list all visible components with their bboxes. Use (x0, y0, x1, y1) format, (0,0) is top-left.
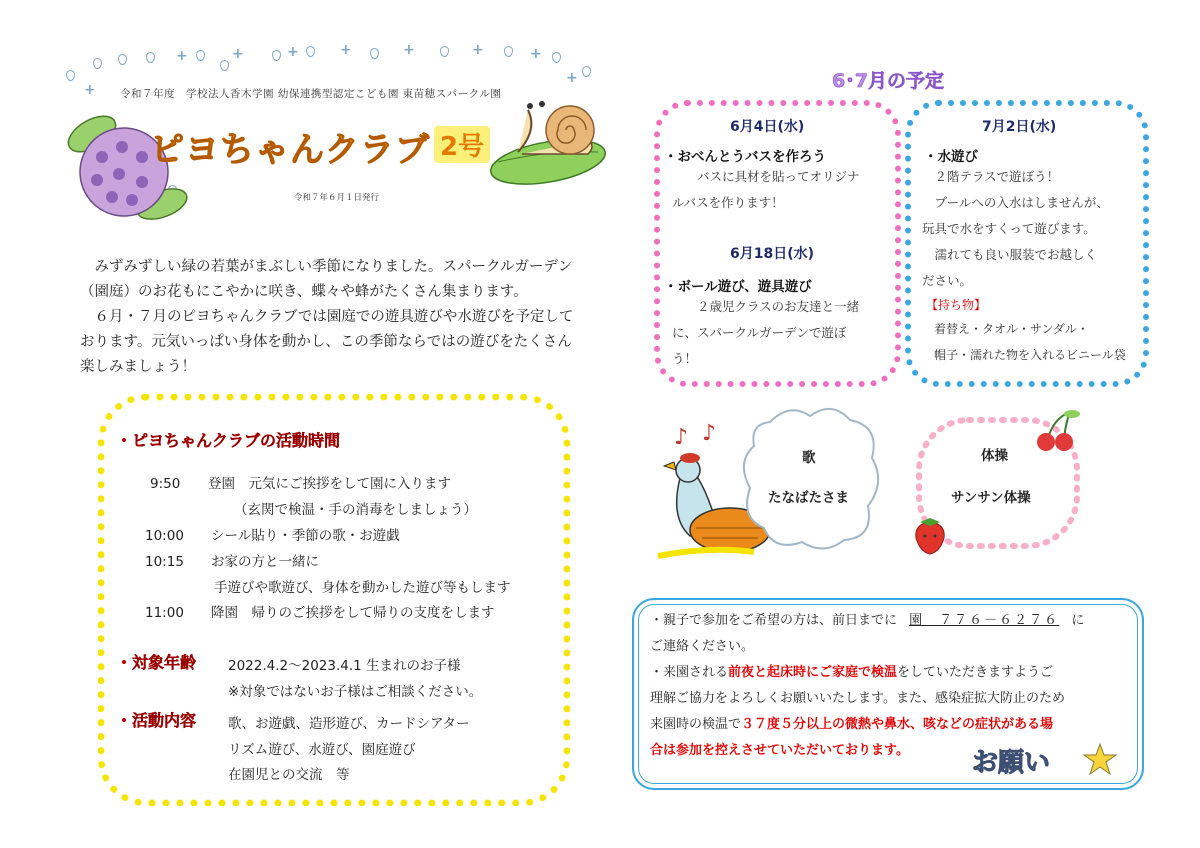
age-note: ※対象ではないお子様はご相談ください。 (228, 684, 483, 700)
strawberry-icon (912, 514, 948, 556)
phone-number: 園 ７７６－６２７６ (909, 613, 1060, 628)
age-heading: ・対象年齢 (116, 653, 197, 672)
date-june-18: 6月18日(水) (730, 246, 815, 262)
newsletter-title: ピヨちゃんクラブ (150, 130, 430, 170)
star-icon (1082, 742, 1118, 778)
svg-text:♪: ♪ (674, 425, 689, 450)
content-line: 在園児との交流 等 (228, 767, 350, 783)
items-line: 着替え・タオル・サンダル・ (934, 322, 1089, 336)
schedule-row: 9:50 登園 元気にご挨拶をして園に入ります (150, 476, 451, 492)
content-heading: ・活動内容 (116, 711, 197, 730)
date-june-4: 6月4日(水) (730, 119, 805, 135)
song-label: 歌 (802, 450, 816, 466)
snail-on-leaf-illustration (488, 90, 610, 185)
song-name: たなばたさま (768, 490, 849, 506)
schedule-row: 手遊びや歌遊び、身体を動かした遊び等もします (214, 580, 511, 596)
items-line: 帽子・濡れた物を入れるビニール袋 (934, 348, 1126, 362)
org-line: 令和７年度 学校法人香木学園 幼保連携型認定こども園 東苗穂スパークル園 (120, 88, 502, 100)
intro-text (80, 255, 580, 380)
onegai-stamp: お願い (972, 748, 1051, 778)
svg-text:♪: ♪ (702, 421, 717, 446)
schedule-title: 6･7月の予定 (832, 70, 944, 92)
items-label: 【持ち物】 (926, 298, 987, 312)
schedule-row: 11:00 降園 帰りのご挨拶をして帰りの支度をします (145, 605, 495, 621)
notice-text: ・親子で参加をご希望の方は、前日までに 園 ７７６－６２７６ に ご連絡ください。 ・来園される前夜と起床時にご家庭で検温をしていただきますようご 理解ご協力をよろしくお願いいたします。また、感染症拡大防止のため 来園時の検温で３７度５分以上の微熱や鼻水、咳などの症状がある場 合は参加を控えさせていただいております。 (650, 613, 1085, 758)
event-title: ・おべんとうバスを作ろう (664, 149, 826, 165)
schedule-row: 10:15 お家の方と一緒に (145, 554, 319, 570)
age-line: 2022.4.2～2023.4.1 生まれのお子様 (228, 658, 461, 674)
schedule-row: （玄関で検温・手の消毒をしましょう） (234, 502, 477, 518)
schedule-row: 10:00 シール貼り・季節の歌・お遊戯 (145, 528, 400, 544)
intro-paragraph-2: ６月・７月のピヨちゃんクラブでは園庭での遊具遊びや水遊びを予定しております。元気いっぱい身体を動かし、この季節ならではの遊びをたくさん楽しみましょう！ (80, 309, 574, 375)
content-line: リズム遊び、水遊び、園庭遊び (228, 742, 416, 758)
cherry-icon (1030, 408, 1082, 454)
exercise-name: サンサン体操 (951, 490, 1031, 506)
song-cloud-frame (740, 402, 880, 552)
activity-heading: ・ピヨちゃんクラブの活動時間 (116, 431, 341, 450)
event-description: バスに具材を貼ってオリジナ ルバスを作ります！ (672, 169, 860, 210)
exercise-label: 体操 (981, 448, 1008, 464)
date-july-2: 7月2日(水) (982, 119, 1057, 135)
issued-date: 令和７年６月１日発行 (294, 193, 380, 203)
event-description: ２歳児クラスのお友達と一緒 に、スパークルガーデンで遊ぼ う！ (672, 299, 860, 366)
event-title: ・水遊び (924, 149, 978, 165)
event-title: ・ボール遊び、遊具遊び (664, 279, 812, 295)
event-description: ２階テラスで遊ぼう！ プールへの入水はしませんが、 玩具で水をすくって遊びます。 濡れても良い服装でお越しく ださい。 (922, 169, 1109, 288)
issue-number: 2号 (434, 126, 490, 163)
content-line: 歌、お遊戯、造形遊び、カードシアター (228, 716, 470, 732)
intro-paragraph-1: みずみずしい緑の若葉がまぶしい季節になりました。スパークルガーデン（園庭）のお花もにこやかに咲き、蝶々や蜂がたくさん集まります。 (80, 259, 573, 300)
